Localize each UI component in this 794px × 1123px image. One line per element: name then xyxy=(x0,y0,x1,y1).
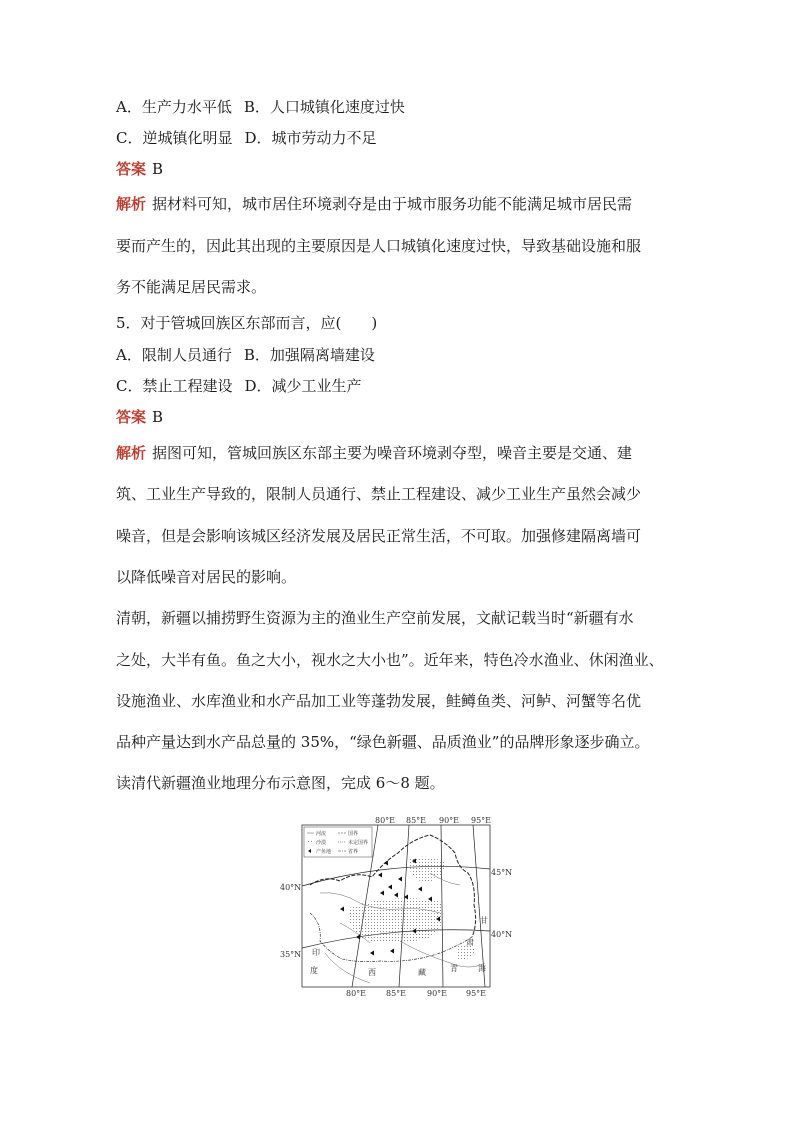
taklimakan-desert xyxy=(349,898,444,943)
lat-label-right: 45°N xyxy=(491,868,512,877)
option-c: C．逆城镇化明显 xyxy=(116,129,233,147)
legend-river: 河流 xyxy=(316,831,327,837)
passage-line xyxy=(116,773,445,793)
place-label: 印 xyxy=(312,948,320,957)
passage-line xyxy=(116,608,634,628)
place-label: 藏 xyxy=(418,968,426,977)
xinjiang-fishery-map xyxy=(280,813,512,999)
option-b: B．人口城镇化速度过快 xyxy=(243,98,405,116)
map-svg xyxy=(280,813,512,999)
lon-label-top: 90°E xyxy=(439,816,460,825)
analysis-text: 噪音，但是会影响该城区经济发展及居民正常生活，不可取。加强修建隔离墙可 xyxy=(116,527,642,545)
q5-options-row-1 xyxy=(116,345,375,365)
legend-province-border: 省界 xyxy=(348,849,359,855)
analysis-text: 据图可知，管城回族区东部主要为噪音环境剥夺型，噪音主要是交通、建 xyxy=(152,444,633,462)
passage-text: 品种产量达到水产品总量的 35%，“绿色新疆、品质渔业”的品牌形象逐步确立。 xyxy=(116,733,650,751)
analysis-text: 务不能满足居民需求。 xyxy=(116,278,267,296)
place-label: 甘 xyxy=(480,916,488,925)
q5-answer xyxy=(116,407,163,427)
legend-undefined-border: 未定国界 xyxy=(348,840,369,846)
q4-analysis-2 xyxy=(116,236,641,256)
option-d: D．城市劳动力不足 xyxy=(244,129,377,147)
lat-label-left: 40°N xyxy=(280,883,302,892)
answer-label: 答案 xyxy=(116,160,147,178)
legend-fish-site: 产鱼地 xyxy=(316,849,332,855)
place-label: 青 xyxy=(450,964,458,973)
answer-value: B xyxy=(152,408,164,426)
answer-value: B xyxy=(152,160,164,178)
passage-text: 读清代新疆渔业地理分布示意图，完成 6～8 题。 xyxy=(116,774,445,792)
question-stem: 5．对于管城回族区东部而言，应( ) xyxy=(116,314,378,332)
lat-label-right: 40°N xyxy=(491,930,512,939)
place-label: 度 xyxy=(310,966,318,975)
lat-label-left: 35°N xyxy=(280,950,302,959)
place-label: 西 xyxy=(368,968,376,977)
passage-text: 设施渔业、水库渔业和水产品加工业等蓬勃发展，鲑鳟鱼类、河鲈、河蟹等名优 xyxy=(116,692,642,710)
q4-options-row-1 xyxy=(116,97,405,117)
passage-text: 之处，大半有鱼。鱼之大小，视水之大小也”。近年来，特色冷水渔业、休闲渔业、 xyxy=(116,651,664,669)
q4-answer xyxy=(116,159,163,179)
q4-analysis-3 xyxy=(116,277,266,297)
analysis-text: 以降低噪音对居民的影响。 xyxy=(116,568,297,586)
answer-label: 答案 xyxy=(116,408,147,426)
analysis-text: 筑、工业生产导致的，限制人员通行、禁止工程建设、减少工业生产虽然会减少 xyxy=(116,485,642,503)
option-a: A．生产力水平低 xyxy=(116,98,232,116)
q4-options-row-2 xyxy=(116,128,377,148)
legend-desert: 沙漠 xyxy=(316,840,327,846)
q5-stem xyxy=(116,313,377,333)
analysis-text: 据材料可知，城市居住环境剥夺是由于城市服务功能不能满足城市居民需 xyxy=(152,195,633,213)
q5-analysis-1 xyxy=(116,443,632,463)
passage-line xyxy=(116,650,664,670)
place-label: 海 xyxy=(478,964,486,973)
lon-label-bottom: 80°E xyxy=(346,989,367,998)
lon-label-top: 85°E xyxy=(406,816,427,825)
option-d: D．减少工业生产 xyxy=(244,377,362,395)
analysis-label: 解析 xyxy=(116,195,147,213)
analysis-text: 要而产生的，因此其出现的主要原因是人口城镇化速度过快，导致基础设施和服 xyxy=(116,237,642,255)
q4-analysis-1 xyxy=(116,194,632,214)
passage-line xyxy=(116,732,649,752)
lon-label-bottom: 90°E xyxy=(427,989,448,998)
option-a: A．限制人员通行 xyxy=(116,346,232,364)
analysis-label: 解析 xyxy=(116,444,147,462)
q5-analysis-4 xyxy=(116,567,296,587)
q5-analysis-3 xyxy=(116,526,641,546)
lon-label-top: 95°E xyxy=(471,816,492,825)
legend-border: 国界 xyxy=(348,831,359,837)
option-b: B．加强隔离墙建设 xyxy=(243,346,375,364)
lon-label-bottom: 95°E xyxy=(466,989,487,998)
q5-options-row-2 xyxy=(116,376,362,396)
lon-label-top: 80°E xyxy=(375,816,396,825)
q5-analysis-2 xyxy=(116,484,641,504)
option-c: C．禁止工程建设 xyxy=(116,377,233,395)
place-label: 肃 xyxy=(466,938,474,947)
lon-label-bottom: 85°E xyxy=(386,989,407,998)
passage-text: 清朝，新疆以捕捞野生资源为主的渔业生产空前发展，文献记载当时“新疆有水 xyxy=(116,609,634,627)
passage-line xyxy=(116,691,641,711)
